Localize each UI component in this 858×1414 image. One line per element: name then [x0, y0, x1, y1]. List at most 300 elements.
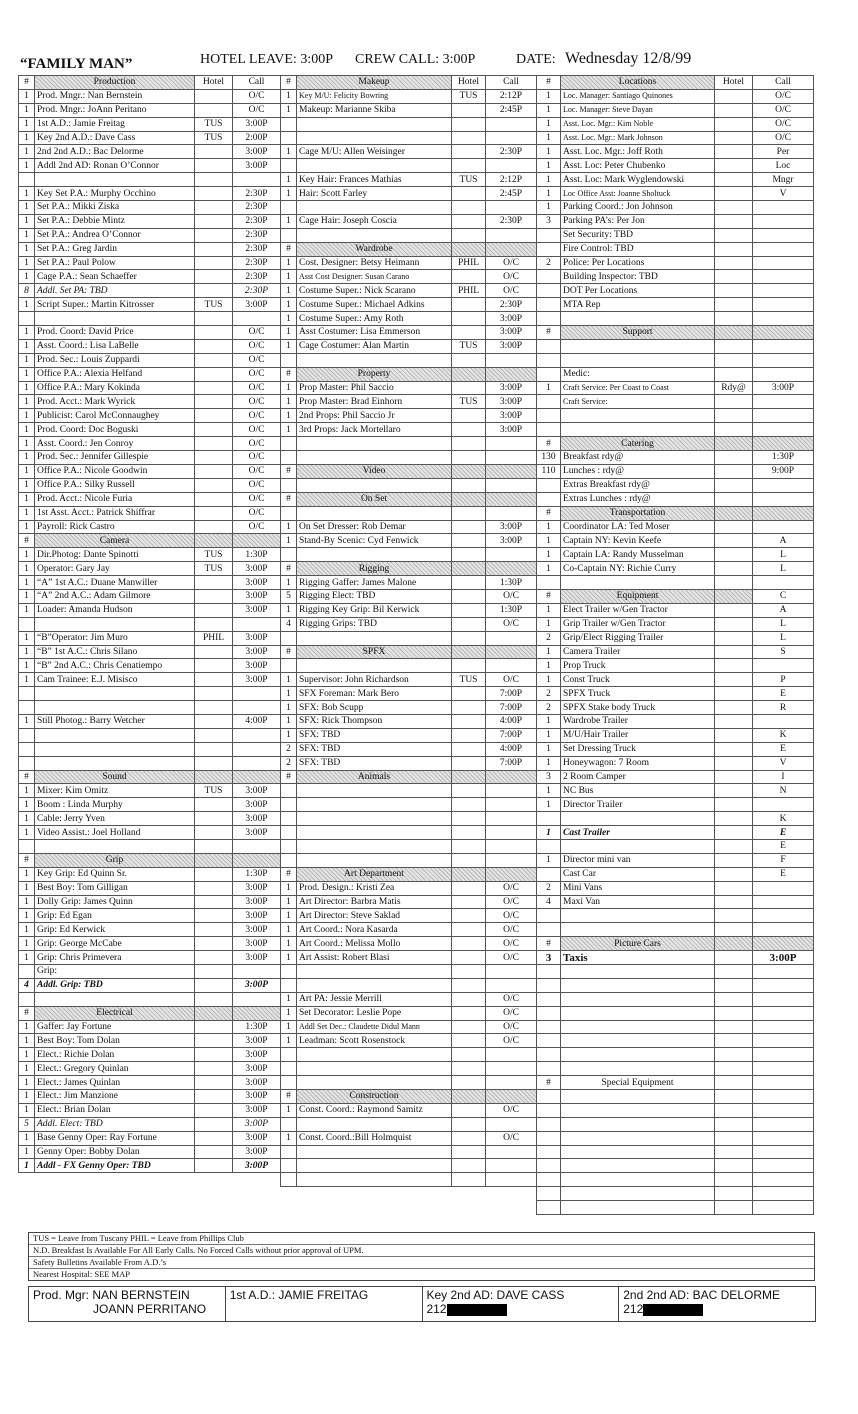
crew-row — [537, 867, 814, 881]
hotel-cell — [452, 770, 486, 784]
name-cell: Still Photog.: Barry Wetcher — [35, 714, 195, 728]
crew-row — [537, 895, 814, 909]
call-cell — [753, 1048, 814, 1062]
crew-row — [537, 756, 814, 770]
hotel-cell: TUS — [195, 131, 233, 145]
call-cell: 2:30P — [486, 145, 537, 159]
call-cell: O/C — [233, 478, 281, 492]
count-cell: 1 — [281, 409, 297, 423]
hotel-cell — [195, 645, 233, 659]
section-header-row — [281, 242, 537, 256]
name-cell — [297, 1048, 452, 1062]
name-cell: On Set — [297, 492, 452, 506]
crew-row — [281, 1076, 537, 1090]
call-cell: O/C — [486, 895, 537, 909]
crew-row — [281, 451, 537, 465]
crew-row — [19, 423, 281, 437]
name-cell — [297, 1145, 452, 1159]
count-cell: # — [19, 76, 35, 90]
call-cell: O/C — [233, 451, 281, 465]
crew-row — [537, 1117, 814, 1131]
call-cell: 7:00P — [486, 687, 537, 701]
hotel-cell — [452, 1048, 486, 1062]
call-cell — [753, 895, 814, 909]
count-cell: 1 — [281, 909, 297, 923]
crew-row — [537, 89, 814, 103]
count-cell: 4 — [281, 617, 297, 631]
count-cell — [281, 853, 297, 867]
crew-row — [19, 784, 281, 798]
call-cell: 3:00P — [233, 798, 281, 812]
name-cell: Set Decorator: Leslie Pope — [297, 1006, 452, 1020]
crew-row — [537, 576, 814, 590]
count-cell: 1 — [19, 673, 35, 687]
hotel-cell — [452, 895, 486, 909]
call-cell: O/C — [486, 284, 537, 298]
call-cell: N — [753, 784, 814, 798]
count-cell: 1 — [281, 312, 297, 326]
crew-row — [537, 214, 814, 228]
hotel-cell — [195, 1103, 233, 1117]
count-cell: 1 — [281, 534, 297, 548]
note-hospital: Nearest Hospital: SEE MAP — [33, 1269, 131, 1279]
crew-row — [537, 714, 814, 728]
count-cell: 1 — [19, 159, 35, 173]
count-cell: # — [281, 367, 297, 381]
count-cell — [281, 1076, 297, 1090]
crew-row — [537, 173, 814, 187]
call-sheet-header — [20, 52, 820, 72]
crew-row — [19, 1090, 281, 1104]
crew-row — [537, 201, 814, 215]
call-cell: Call — [233, 76, 281, 90]
name-cell: Asst Costumer: Lisa Emmerson — [297, 326, 452, 340]
count-cell: # — [19, 534, 35, 548]
hotel-cell — [195, 1131, 233, 1145]
name-cell: Costume Super.: Michael Adkins — [297, 298, 452, 312]
count-cell: 3 — [537, 951, 561, 965]
call-cell — [486, 853, 537, 867]
call-cell — [753, 326, 814, 340]
name-cell: Catering — [561, 437, 715, 451]
name-cell — [297, 839, 452, 853]
call-cell — [486, 548, 537, 562]
hotel-cell — [452, 520, 486, 534]
call-cell: 1:30P — [233, 1020, 281, 1034]
count-cell — [281, 451, 297, 465]
count-cell: 1 — [19, 937, 35, 951]
call-cell — [753, 478, 814, 492]
hotel-cell — [195, 603, 233, 617]
name-cell: Picture Cars — [561, 937, 715, 951]
crew-row — [281, 201, 537, 215]
name-cell: Prod. Mngr.: Nan Bernstein — [35, 89, 195, 103]
count-cell: 2 — [537, 701, 561, 715]
count-cell: 1 — [281, 895, 297, 909]
call-cell: 3:00P — [233, 1048, 281, 1062]
count-cell — [537, 1187, 561, 1201]
call-cell — [486, 812, 537, 826]
call-cell: 3:00P — [233, 978, 281, 992]
crew-row — [537, 1187, 814, 1201]
call-cell — [486, 117, 537, 131]
name-cell: Costume Super.: Nick Scarano — [297, 284, 452, 298]
hotel-cell — [195, 478, 233, 492]
crew-row — [19, 812, 281, 826]
name-cell: Elect Trailer w/Gen Tractor — [561, 603, 715, 617]
name-cell: Asst. Loc: Peter Chubenko — [561, 159, 715, 173]
count-cell — [281, 506, 297, 520]
name-cell: Support — [561, 326, 715, 340]
count-cell — [537, 965, 561, 979]
count-cell: 1 — [537, 534, 561, 548]
hotel-cell — [195, 228, 233, 242]
call-cell: 2:45P — [486, 187, 537, 201]
name-cell: Asst. Loc: Mark Wyglendowski — [561, 173, 715, 187]
call-cell — [233, 534, 281, 548]
call-cell — [753, 520, 814, 534]
section-header-row — [281, 492, 537, 506]
name-cell — [297, 201, 452, 215]
hotel-cell — [715, 520, 753, 534]
call-cell: O/C — [486, 1020, 537, 1034]
hotel-cell — [715, 742, 753, 756]
crew-row — [19, 978, 281, 992]
count-cell: 4 — [537, 895, 561, 909]
crew-row — [19, 173, 281, 187]
hotel-cell — [452, 714, 486, 728]
hotel-cell — [195, 978, 233, 992]
count-cell: 2 — [281, 756, 297, 770]
hotel-cell — [715, 214, 753, 228]
hotel-cell — [715, 1020, 753, 1034]
name-cell: “A” 2nd A.C.: Adam Gilmore — [35, 589, 195, 603]
call-cell: 3:00P — [753, 381, 814, 395]
call-cell: 1:30P — [753, 451, 814, 465]
name-cell: Set Security: TBD — [561, 228, 715, 242]
name-cell — [561, 965, 715, 979]
call-cell — [486, 562, 537, 576]
hotel-cell — [452, 1159, 486, 1173]
crew-row — [19, 923, 281, 937]
crew-row — [281, 339, 537, 353]
count-cell: 1 — [281, 951, 297, 965]
call-cell: O/C — [486, 1131, 537, 1145]
crew-row — [19, 506, 281, 520]
crew-row — [537, 812, 814, 826]
count-cell: 1 — [281, 1103, 297, 1117]
call-cell — [486, 451, 537, 465]
name-cell: SPFX Truck — [561, 687, 715, 701]
name-cell: Art Assist: Robert Blasi — [297, 951, 452, 965]
count-cell: 1 — [281, 284, 297, 298]
hotel-cell — [452, 839, 486, 853]
count-cell — [19, 687, 35, 701]
crew-row — [281, 1173, 537, 1187]
count-cell — [537, 978, 561, 992]
call-cell: O/C — [486, 617, 537, 631]
crew-row — [19, 603, 281, 617]
call-cell: 3:00P — [233, 1131, 281, 1145]
call-cell: O/C — [486, 992, 537, 1006]
crew-row — [281, 89, 537, 103]
hotel-cell — [195, 353, 233, 367]
call-cell — [753, 409, 814, 423]
name-cell: Supervisor: John Richardson — [297, 673, 452, 687]
name-cell: Asst. Coord.: Lisa LaBelle — [35, 339, 195, 353]
hotel-cell — [195, 1020, 233, 1034]
call-cell: 3:00P — [233, 1159, 281, 1173]
call-cell: 7:00P — [486, 728, 537, 742]
crew-row — [537, 492, 814, 506]
call-cell: O/C — [486, 256, 537, 270]
crew-row — [537, 548, 814, 562]
crew-row — [19, 117, 281, 131]
section-header-row — [19, 534, 281, 548]
notes-box — [28, 1232, 815, 1281]
name-cell: Prod. Coord: Doc Boguski — [35, 423, 195, 437]
name-cell: Cast Car — [561, 867, 715, 881]
hotel-cell — [715, 562, 753, 576]
call-cell: 3:00P — [233, 1076, 281, 1090]
call-cell: 3:00P — [233, 937, 281, 951]
call-cell: O/C — [486, 1006, 537, 1020]
hotel-cell — [452, 826, 486, 840]
call-cell — [233, 701, 281, 715]
call-cell — [486, 965, 537, 979]
crew-row — [19, 1131, 281, 1145]
count-cell — [281, 659, 297, 673]
hotel-cell — [452, 659, 486, 673]
name-cell — [297, 353, 452, 367]
count-cell: 1 — [19, 826, 35, 840]
count-cell: 1 — [19, 784, 35, 798]
hotel-cell — [715, 159, 753, 173]
count-cell — [537, 1201, 561, 1215]
hotel-cell — [715, 201, 753, 215]
call-cell — [486, 659, 537, 673]
crew-row — [19, 951, 281, 965]
count-cell — [537, 395, 561, 409]
hotel-cell — [715, 895, 753, 909]
call-cell: O/C — [486, 673, 537, 687]
hotel-cell — [195, 1048, 233, 1062]
crew-row — [19, 103, 281, 117]
crew-row — [19, 1159, 281, 1173]
name-cell: Stand-By Scenic: Cyd Fenwick — [297, 534, 452, 548]
hotel-cell — [715, 548, 753, 562]
crew-row — [19, 381, 281, 395]
hotel-cell — [452, 617, 486, 631]
count-cell — [537, 1159, 561, 1173]
count-cell: 3 — [537, 214, 561, 228]
call-cell: O/C — [486, 270, 537, 284]
name-cell — [561, 1131, 715, 1145]
footer-key-second-ad: Key 2nd AD: DAVE CASS 212 — [423, 1287, 620, 1321]
name-cell: Hair: Scott Farley — [297, 187, 452, 201]
name-cell: Director mini van — [561, 853, 715, 867]
call-cell: O/C — [486, 909, 537, 923]
call-cell — [486, 1117, 537, 1131]
call-cell: 3:00P — [486, 409, 537, 423]
count-cell: 1 — [281, 1131, 297, 1145]
crew-row — [281, 1117, 537, 1131]
crew-row — [537, 1076, 814, 1090]
hotel-cell — [452, 409, 486, 423]
count-cell: 1 — [281, 673, 297, 687]
section-header-row — [281, 867, 537, 881]
crew-row — [537, 145, 814, 159]
call-cell — [753, 1090, 814, 1104]
name-cell: “B”Operator: Jim Muro — [35, 631, 195, 645]
crew-row — [19, 353, 281, 367]
hotel-cell — [452, 1062, 486, 1076]
name-cell — [297, 437, 452, 451]
count-cell — [281, 1145, 297, 1159]
count-cell — [281, 826, 297, 840]
count-cell: 1 — [19, 562, 35, 576]
call-cell: 3:00P — [233, 784, 281, 798]
call-cell: 3:00P — [233, 1117, 281, 1131]
call-cell: L — [753, 548, 814, 562]
section-header-row — [537, 76, 814, 90]
call-cell: E — [753, 687, 814, 701]
name-cell — [35, 312, 195, 326]
hotel-cell — [452, 589, 486, 603]
date-label: DATE: — [516, 52, 556, 67]
count-cell: 1 — [281, 701, 297, 715]
hotel-cell — [452, 965, 486, 979]
call-cell: O/C — [753, 117, 814, 131]
call-cell — [233, 742, 281, 756]
hotel-cell — [452, 1034, 486, 1048]
hotel-cell — [195, 381, 233, 395]
name-cell — [297, 978, 452, 992]
hotel-cell — [452, 645, 486, 659]
crew-row — [281, 839, 537, 853]
crew-row — [537, 103, 814, 117]
hotel-cell — [195, 173, 233, 187]
crew-row — [281, 326, 537, 340]
call-cell — [233, 853, 281, 867]
count-cell — [537, 1048, 561, 1062]
crew-row — [537, 701, 814, 715]
count-cell: 1 — [281, 687, 297, 701]
count-cell: 1 — [19, 367, 35, 381]
hotel-cell — [715, 353, 753, 367]
count-cell: 1 — [19, 339, 35, 353]
name-cell: Elect.: Gregory Quinlan — [35, 1062, 195, 1076]
hotel-cell — [195, 339, 233, 353]
count-cell: 1 — [19, 520, 35, 534]
crew-row — [537, 965, 814, 979]
count-cell: 1 — [537, 728, 561, 742]
name-cell: Set P.A.: Mikki Ziska — [35, 201, 195, 215]
name-cell: Sound — [35, 770, 195, 784]
name-cell: Co-Captain NY: Richie Curry — [561, 562, 715, 576]
hotel-cell — [452, 270, 486, 284]
call-cell — [486, 867, 537, 881]
name-cell: Wardrobe — [297, 242, 452, 256]
crew-row — [537, 1020, 814, 1034]
hotel-cell — [452, 145, 486, 159]
crew-row — [19, 589, 281, 603]
call-cell — [486, 826, 537, 840]
name-cell — [561, 576, 715, 590]
count-cell: 1 — [19, 881, 35, 895]
name-cell: Honeywagon: 7 Room — [561, 756, 715, 770]
name-cell: Addl. Elect: TBD — [35, 1117, 195, 1131]
name-cell: Animals — [297, 770, 452, 784]
crew-row — [537, 284, 814, 298]
crew-row — [19, 839, 281, 853]
hotel-cell — [195, 506, 233, 520]
count-cell — [537, 839, 561, 853]
hotel-cell — [715, 784, 753, 798]
name-cell: Cage P.A.: Sean Schaeffer — [35, 270, 195, 284]
call-cell — [486, 784, 537, 798]
call-cell — [486, 1048, 537, 1062]
hotel-cell — [452, 756, 486, 770]
call-cell: 3:00P — [233, 909, 281, 923]
crew-row — [281, 1048, 537, 1062]
crew-row — [537, 853, 814, 867]
hotel-cell — [715, 339, 753, 353]
name-cell — [297, 631, 452, 645]
count-cell: 1 — [537, 798, 561, 812]
call-cell: R — [753, 701, 814, 715]
name-cell — [561, 1103, 715, 1117]
count-cell: 1 — [537, 520, 561, 534]
call-cell: 2:30P — [233, 201, 281, 215]
crew-row — [19, 659, 281, 673]
crew-row — [537, 1131, 814, 1145]
crew-row — [281, 881, 537, 895]
count-cell: 2 — [537, 687, 561, 701]
call-cell: L — [753, 631, 814, 645]
crew-row — [19, 714, 281, 728]
section-header-row — [281, 367, 537, 381]
call-cell: 1:30P — [486, 603, 537, 617]
crew-row — [19, 395, 281, 409]
call-cell: O/C — [233, 103, 281, 117]
hotel-cell — [195, 1117, 233, 1131]
section-header-row — [537, 506, 814, 520]
hotel-cell — [452, 909, 486, 923]
hotel-cell — [452, 687, 486, 701]
crew-row — [537, 978, 814, 992]
date-value: Wednesday 12/8/99 — [565, 50, 692, 67]
name-cell: Set Dressing Truck — [561, 742, 715, 756]
call-cell — [753, 881, 814, 895]
crew-row — [281, 520, 537, 534]
name-cell: Operator: Gary Jay — [35, 562, 195, 576]
call-cell — [753, 367, 814, 381]
name-cell: “B” 2nd A.C.: Chris Cenatiempo — [35, 659, 195, 673]
hotel-cell — [715, 756, 753, 770]
call-cell — [486, 353, 537, 367]
hotel-cell: Hotel — [715, 76, 753, 90]
count-cell — [281, 839, 297, 853]
name-cell — [35, 839, 195, 853]
crew-row — [537, 909, 814, 923]
redacted-phone — [447, 1304, 507, 1316]
crew-row — [537, 478, 814, 492]
count-cell: 1 — [19, 423, 35, 437]
count-cell — [281, 117, 297, 131]
count-cell: 1 — [19, 89, 35, 103]
name-cell — [297, 798, 452, 812]
